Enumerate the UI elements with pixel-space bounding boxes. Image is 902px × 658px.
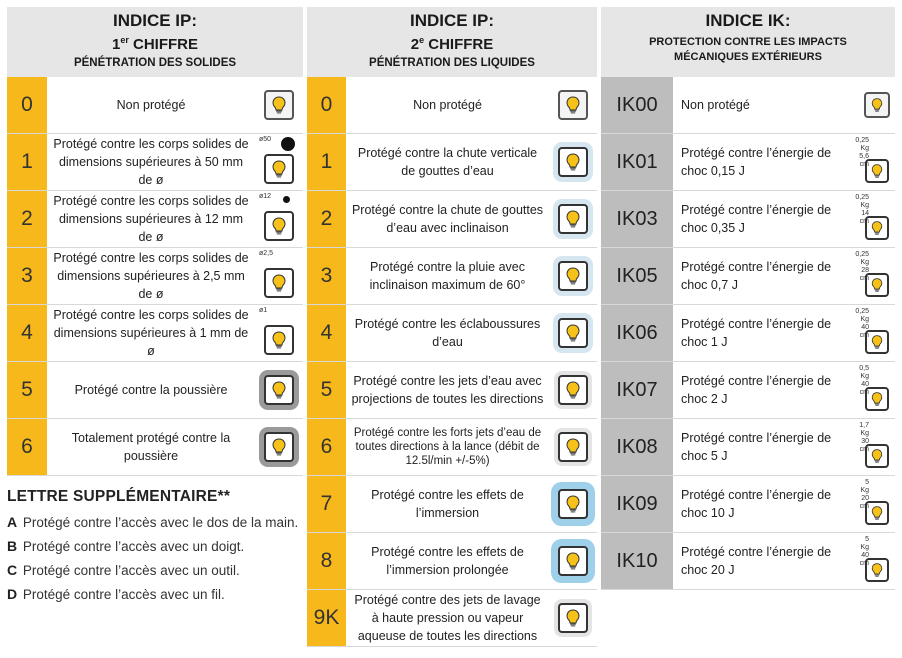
letters-list (7, 512, 303, 605)
letters-title: LETTRE SUPPLÉMENTAIRE** (7, 488, 231, 505)
ip2-icon-cell (549, 362, 597, 418)
ik-description: Protégé contre l’énergie de choc 10 J (681, 488, 832, 520)
ip2-code: 2 (307, 191, 346, 247)
ip1-code: 6 (7, 419, 47, 475)
ip1-icon-cell (255, 362, 303, 418)
solid-object-icon (281, 137, 295, 151)
ip2-code: 3 (307, 248, 346, 304)
ik-description: Protégé contre l’énergie de choc 0,15 J (681, 146, 832, 178)
ik-icon-cell (859, 476, 895, 532)
table-row (601, 362, 895, 419)
lightbulb-icon (264, 325, 294, 355)
lightbulb-icon (558, 90, 588, 120)
ip-first-digit-table (7, 7, 303, 476)
ip1-title: INDICE IP: (112, 11, 198, 30)
table-row (7, 191, 303, 248)
ip2-rows (307, 77, 597, 647)
ip1-description: Protégé contre les corps solides de dimensions supérieures à 1 mm de ø (53, 308, 249, 358)
ik-code: IK08 (601, 419, 673, 475)
ip1-code: 4 (7, 305, 47, 361)
table-row (601, 533, 895, 590)
ik-description: Protégé contre l’énergie de choc 20 J (681, 545, 832, 577)
lightbulb-icon (264, 268, 294, 298)
ip1-code: 5 (7, 362, 47, 418)
ik-icon-cell (859, 419, 895, 475)
ik-code: IK10 (601, 533, 673, 589)
ip2-description: Protégé contre les effets de l’immersion (371, 488, 524, 520)
ip1-subtitle: 1er CHIFFRE (111, 35, 199, 53)
ip2-subtitle: 2e CHIFFRE (410, 35, 494, 53)
diameter-label: ø2,5 (259, 250, 274, 257)
impact-mass-label: 0,25 Kg 5,6 cm (855, 137, 869, 168)
ik-description: Protégé contre l’énergie de choc 2 J (681, 374, 832, 406)
ik-icon-cell (859, 362, 895, 418)
table-row (307, 590, 597, 647)
table-row (601, 476, 895, 533)
ip2-icon-cell (549, 191, 597, 247)
impact-mass-label: 5 Kg 20 cm (859, 479, 869, 510)
table-row (601, 134, 895, 191)
ik-description: Protégé contre l’énergie de choc 0,35 J (681, 203, 832, 235)
lightbulb-icon (558, 546, 588, 576)
ip2-code: 5 (307, 362, 346, 418)
lightbulb-icon (558, 489, 588, 519)
impact-mass-label: 0,25 Kg 14 cm (855, 194, 869, 225)
table-row (307, 248, 597, 305)
ip2-icon-cell (549, 533, 597, 589)
table-row (307, 476, 597, 533)
lightbulb-icon (558, 261, 588, 291)
ip1-code: 0 (7, 77, 47, 133)
ip2-icon-cell (549, 248, 597, 304)
impact-mass-label: 0,25 Kg 28 cm (855, 251, 869, 282)
ik-description: Non protégé (681, 98, 750, 112)
lightbulb-icon (558, 432, 588, 462)
lightbulb-icon (558, 204, 588, 234)
ip1-description: Protégé contre les corps solides de dimensions supérieures à 50 mm de ø (53, 137, 249, 187)
ip2-title: INDICE IP: (409, 11, 495, 30)
ip2-icon-cell (549, 77, 597, 133)
ik-caption: PROTECTION CONTRE LES IMPACTS MÉCANIQUES EXTÉRIEURS (649, 36, 847, 63)
ip2-code: 7 (307, 476, 346, 532)
ip2-description: Protégé contre les jets d’eau avec projections de toutes les directions (351, 374, 544, 406)
table-row (307, 533, 597, 590)
ip1-icon-cell (255, 77, 303, 133)
ip1-code: 1 (7, 134, 47, 190)
ik-icon-cell (855, 134, 895, 190)
ip-second-digit-table (307, 7, 597, 647)
ip2-code: 0 (307, 77, 346, 133)
table-row (307, 305, 597, 362)
ip2-caption: PÉNÉTRATION DES LIQUIDES (369, 57, 535, 69)
ip1-description: Non protégé (116, 98, 186, 112)
ip1-icon-cell (255, 248, 303, 304)
table-row (601, 419, 895, 476)
ik-table (601, 7, 895, 590)
table-row (601, 77, 895, 134)
table-row (307, 362, 597, 419)
table-row (601, 305, 895, 362)
ik-description: Protégé contre l’énergie de choc 5 J (681, 431, 832, 463)
ip2-icon-cell (549, 305, 597, 361)
lightbulb-icon (558, 147, 588, 177)
ik-description: Protégé contre l’énergie de choc 1 J (681, 317, 832, 349)
ip1-caption: PÉNÉTRATION DES SOLIDES (73, 57, 237, 69)
ik-code: IK06 (601, 305, 673, 361)
letter-item: B Protégé contre l’accès avec un doigt. (7, 538, 245, 554)
ik-code: IK07 (601, 362, 673, 418)
ip2-description: Protégé contre les éclaboussures d’eau (354, 317, 541, 349)
ik-code: IK05 (601, 248, 673, 304)
ip2-description: Protégé contre des jets de lavage à haute pression ou vapeur aqueuse de toutes les directions (354, 593, 541, 643)
impact-mass-label: 1,7 Kg 30 cm (859, 422, 869, 453)
table-row (601, 191, 895, 248)
table-row (7, 362, 303, 419)
ik-code: IK09 (601, 476, 673, 532)
ip2-icon-cell (549, 419, 597, 475)
lightbulb-icon (558, 375, 588, 405)
ip2-description: Protégé contre les forts jets d’eau de toutes directions à la lance (débit de 12.5l/min +/-5%) (353, 427, 542, 467)
lightbulb-icon (264, 375, 294, 405)
table-row (307, 77, 597, 134)
ik-icon-cell (859, 533, 895, 589)
ip1-icon-cell (255, 134, 303, 190)
ik-code: IK00 (601, 77, 673, 133)
ip1-rows (7, 77, 303, 476)
table-row (7, 305, 303, 362)
ik-icon-cell (855, 305, 895, 361)
ip2-header (307, 7, 597, 77)
lightbulb-icon (864, 92, 890, 118)
ip1-icon-cell (255, 305, 303, 361)
diameter-label: ø12 (259, 193, 272, 200)
ip2-description: Protégé contre les effets de l’immersion prolongée (371, 545, 524, 577)
ik-code: IK03 (601, 191, 673, 247)
ip2-code: 8 (307, 533, 346, 589)
ik-icon-cell (855, 191, 895, 247)
ik-description: Protégé contre l’énergie de choc 0,7 J (681, 260, 832, 292)
ip2-icon-cell (549, 476, 597, 532)
diameter-label: ø1 (259, 307, 268, 314)
ip2-code: 4 (307, 305, 346, 361)
letter-item: C Protégé contre l’accès avec un outil. (7, 562, 240, 578)
ip2-description: Protégé contre la chute verticale de gouttes d’eau (357, 146, 538, 178)
ik-icon-cell (859, 77, 895, 133)
impact-mass-label: 0,25 Kg 40 cm (855, 308, 869, 339)
letter-item: D Protégé contre l’accès avec un fil. (7, 586, 225, 602)
supplementary-letters (7, 488, 303, 608)
ip1-icon-cell (255, 419, 303, 475)
ip1-code: 2 (7, 191, 47, 247)
ip2-code: 9K (307, 590, 346, 646)
table-row (7, 77, 303, 134)
letter-item: A Protégé contre l’accès avec le dos de la main. (7, 514, 299, 530)
ip1-description: Protégé contre les corps solides de dimensions supérieures à 12 mm de ø (53, 194, 249, 244)
ip1-code: 3 (7, 248, 47, 304)
lightbulb-icon (264, 154, 294, 184)
ik-code: IK01 (601, 134, 673, 190)
ip2-code: 1 (307, 134, 346, 190)
lightbulb-icon (264, 90, 294, 120)
table-row (7, 248, 303, 305)
ip2-icon-cell (549, 590, 597, 646)
solid-object-icon (283, 196, 290, 203)
lightbulb-icon (264, 432, 294, 462)
ip2-description: Non protégé (413, 98, 482, 112)
diameter-label: ø50 (259, 136, 272, 143)
impact-mass-label: 5 Kg 40 cm (859, 536, 869, 567)
table-row (7, 419, 303, 476)
ip1-header (7, 7, 303, 77)
lightbulb-icon (558, 603, 588, 633)
ip2-description: Protégé contre la pluie avec inclinaison maximum de 60° (369, 260, 526, 292)
ip2-description: Protégé contre la chute de gouttes d’eau avec inclinaison (351, 203, 544, 235)
ip1-description: Totalement protégé contre la poussière (71, 431, 231, 463)
ik-header (601, 7, 895, 77)
impact-mass-label: 0,5 Kg 40 cm (859, 365, 869, 396)
table-row (7, 134, 303, 191)
ip1-description: Protégé contre la poussière (74, 383, 228, 397)
ip2-code: 6 (307, 419, 346, 475)
ip2-icon-cell (549, 134, 597, 190)
ik-rows (601, 77, 895, 590)
table-row (307, 191, 597, 248)
ik-title: INDICE IK: (705, 11, 791, 30)
table-row (601, 248, 895, 305)
ip1-description: Protégé contre les corps solides de dimensions supérieures à 2,5 mm de ø (53, 251, 249, 301)
lightbulb-icon (264, 211, 294, 241)
table-row (307, 134, 597, 191)
table-row (307, 419, 597, 476)
ip1-icon-cell (255, 191, 303, 247)
lightbulb-icon (558, 318, 588, 348)
ik-icon-cell (855, 248, 895, 304)
